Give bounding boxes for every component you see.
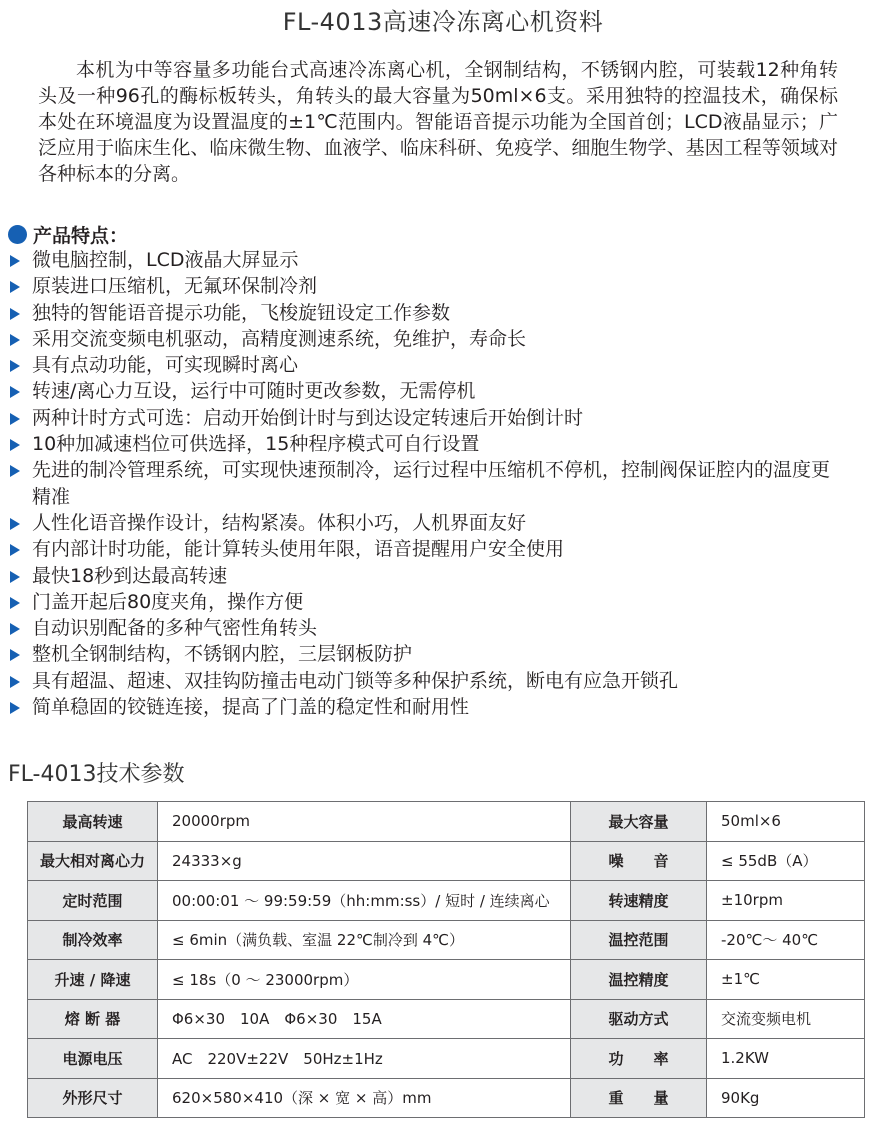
triangle-bullet-icon [10, 439, 20, 451]
spec-value: ±1℃ [707, 960, 865, 1000]
spec-label: 熔 断 器 [28, 999, 158, 1039]
feature-item [8, 457, 838, 510]
triangle-bullet-icon [10, 281, 20, 293]
feature-item [8, 536, 838, 562]
triangle-bullet-icon [10, 702, 20, 714]
feature-item [8, 273, 838, 299]
triangle-bullet-icon [10, 465, 20, 477]
feature-item [8, 694, 838, 720]
spec-label: 转速精度 [571, 881, 707, 921]
feature-text: 独特的智能语音提示功能，飞梭旋钮设定工作参数 [32, 301, 451, 324]
feature-item [8, 431, 838, 457]
triangle-bullet-icon [10, 255, 20, 267]
spec-value: 90Kg [707, 1078, 865, 1118]
spec-value: 1.2KW [707, 1039, 865, 1079]
spec-row [28, 881, 865, 921]
feature-item [8, 615, 838, 641]
spec-value: 620×580×410（深 × 宽 × 高）mm [158, 1078, 571, 1118]
feature-text: 整机全钢制结构，不锈钢内腔，三层钢板防护 [32, 643, 413, 666]
feature-text: 有内部计时功能，能计算转头使用年限，语音提醒用户安全使用 [32, 538, 565, 561]
feature-text: 具有超温、超速、双挂钩防撞击电动门锁等多种保护系统，断电有应急开锁孔 [32, 669, 679, 692]
spec-row [28, 960, 865, 1000]
spec-label: 温控范围 [571, 920, 707, 960]
spec-value: -20℃～ 40℃ [707, 920, 865, 960]
feature-item [8, 589, 838, 615]
spec-value: Φ6×30 10A Φ6×30 15A [158, 999, 571, 1039]
features-heading [8, 220, 128, 248]
spec-row [28, 1039, 865, 1079]
feature-text: 最快18秒到达最高转速 [32, 564, 228, 587]
feature-item [8, 352, 838, 378]
spec-label: 噪 音 [571, 841, 707, 881]
feature-text: 门盖开起后80度夹角，操作方便 [32, 590, 304, 613]
spec-label: 电源电压 [28, 1039, 158, 1079]
spec-label: 最高转速 [28, 802, 158, 842]
triangle-bullet-icon [10, 649, 20, 661]
triangle-bullet-icon [10, 334, 20, 346]
feature-item [8, 641, 838, 667]
spec-value: ≤ 6min（满负载、室温 22℃制冷到 4℃） [158, 920, 571, 960]
spec-row [28, 841, 865, 881]
triangle-bullet-icon [10, 518, 20, 530]
feature-item [8, 326, 838, 352]
spec-label: 功 率 [571, 1039, 707, 1079]
feature-text: 简单稳固的铰链连接，提高了门盖的稳定性和耐用性 [32, 696, 470, 719]
spec-row [28, 999, 865, 1039]
spec-label: 温控精度 [571, 960, 707, 1000]
feature-text: 两种计时方式可选：启动开始倒计时与到达设定转速后开始倒计时 [32, 406, 584, 429]
features-list [8, 247, 838, 720]
spec-table [27, 801, 865, 1118]
spec-value: ≤ 55dB（A） [707, 841, 865, 881]
spec-value: 24333×g [158, 841, 571, 881]
spec-row [28, 1078, 865, 1118]
spec-value: 50ml×6 [707, 802, 865, 842]
feature-text: 人性化语音操作设计，结构紧凑。体积小巧，人机界面友好 [32, 511, 527, 534]
spec-row [28, 802, 865, 842]
page-title: FL-4013高速冷冻离心机资料 [282, 8, 604, 36]
spec-title: FL-4013技术参数 [8, 762, 185, 787]
triangle-bullet-icon [10, 544, 20, 556]
spec-label: 定时范围 [28, 881, 158, 921]
feature-item [8, 563, 838, 589]
spec-value: ±10rpm [707, 881, 865, 921]
triangle-bullet-icon [10, 308, 20, 320]
spec-value: 00:00:01 ～ 99:59:59（hh:mm:ss）/ 短时 / 连续离心 [158, 881, 571, 921]
feature-item [8, 247, 838, 273]
spec-value: 20000rpm [158, 802, 571, 842]
spec-label: 制冷效率 [28, 920, 158, 960]
triangle-bullet-icon [10, 571, 20, 583]
feature-text: 微电脑控制，LCD液晶大屏显示 [32, 249, 299, 271]
spec-label: 驱动方式 [571, 999, 707, 1039]
feature-item [8, 405, 838, 431]
feature-text: 自动识别配备的多种气密性角转头 [32, 617, 318, 640]
feature-text: 原装进口压缩机，无氟环保制冷剂 [32, 275, 318, 298]
spec-label: 重 量 [571, 1078, 707, 1118]
spec-label: 升速 / 降速 [28, 960, 158, 1000]
triangle-bullet-icon [10, 413, 20, 425]
feature-item [8, 668, 838, 694]
spec-row [28, 920, 865, 960]
spec-label: 外形尺寸 [28, 1078, 158, 1118]
spec-label: 最大相对离心力 [28, 841, 158, 881]
feature-text: 先进的制冷管理系统，可实现快速预制冷，运行过程中压缩机不停机，控制阀保证腔内的温度更精准 [32, 459, 831, 508]
triangle-bullet-icon [10, 386, 20, 398]
triangle-bullet-icon [10, 360, 20, 372]
feature-text: 转速/离心力互设，运行中可随时更改参数，无需停机 [32, 380, 476, 403]
features-heading-label: 产品特点： [33, 224, 129, 247]
spec-label: 最大容量 [571, 802, 707, 842]
feature-item [8, 300, 838, 326]
triangle-bullet-icon [10, 623, 20, 635]
spec-value: AC 220V±22V 50Hz±1Hz [158, 1039, 571, 1079]
triangle-bullet-icon [10, 676, 20, 688]
circle-bullet-icon [8, 225, 27, 244]
intro-paragraph: 本机为中等容量多功能台式高速冷冻离心机，全钢制结构，不锈钢内腔，可装载12种角转头及一种96孔的酶标板转头，角转头的最大容量为50ml×6支。采用独特的控温技术，确保标本处在环境温度为设置温度的±1℃范围内。智能语音提示功能为全国首创；LCD液晶显示；广泛应用于临床生化、临床微生物、血液学、临床科研、免疫学、细胞生物学、基因工程等领域对各种标本的分离。 [38, 59, 838, 185]
spec-value: 交流变频电机 [707, 999, 865, 1039]
feature-item [8, 510, 838, 536]
triangle-bullet-icon [10, 597, 20, 609]
feature-text: 采用交流变频电机驱动，高精度测速系统，免维护，寿命长 [32, 327, 527, 350]
spec-value: ≤ 18s（0 ～ 23000rpm） [158, 960, 571, 1000]
feature-item [8, 378, 838, 404]
feature-text: 具有点动功能，可实现瞬时离心 [32, 354, 299, 377]
feature-text: 10种加减速档位可供选择，15种程序模式可自行设置 [32, 433, 480, 456]
